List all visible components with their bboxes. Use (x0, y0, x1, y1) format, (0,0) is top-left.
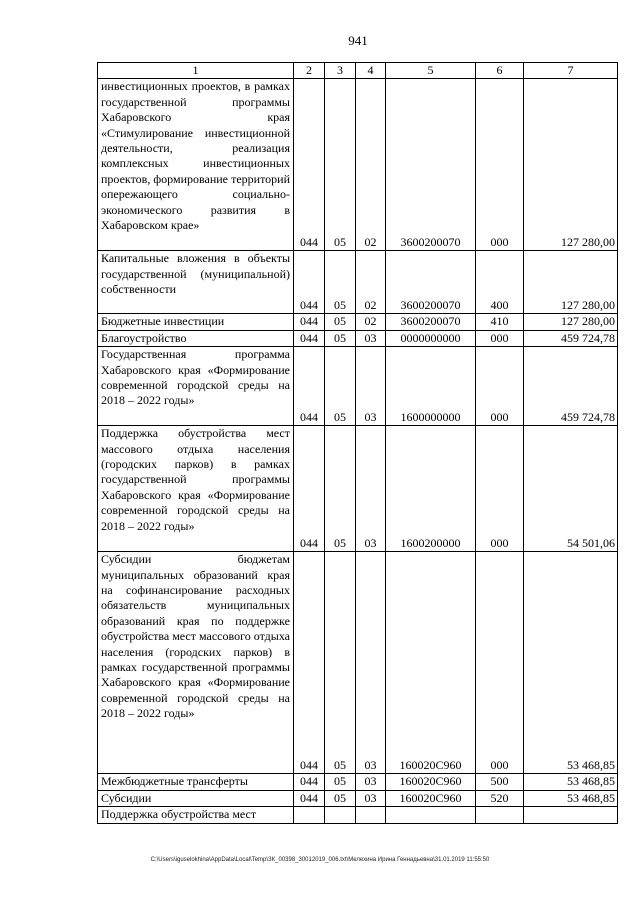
amount-cell: 53 468,85 (524, 790, 618, 806)
target-article-cell: 0000000000 (386, 330, 476, 346)
expense-type-cell: 000 (476, 79, 524, 251)
subsection-code-cell: 02 (356, 251, 386, 314)
target-article-cell (386, 807, 476, 824)
expense-type-cell: 000 (476, 552, 524, 774)
section-code-cell: 05 (325, 790, 356, 806)
subsection-code-cell: 03 (356, 426, 386, 552)
section-code-cell (325, 807, 356, 824)
target-article-cell: 1600000000 (386, 347, 476, 426)
subsection-code-cell: 03 (356, 330, 386, 346)
header-cell-7: 7 (524, 63, 618, 79)
subsection-code-cell: 02 (356, 314, 386, 330)
amount-cell: 127 280,00 (524, 251, 618, 314)
amount-cell: 127 280,00 (524, 314, 618, 330)
ministry-code-cell: 044 (294, 79, 325, 251)
expense-type-cell: 400 (476, 251, 524, 314)
amount-cell: 459 724,78 (524, 330, 618, 346)
section-code-cell: 05 (325, 330, 356, 346)
table-row (98, 79, 618, 251)
amount-cell: 127 280,00 (524, 79, 618, 251)
ministry-code-cell: 044 (294, 347, 325, 426)
name-cell: Бюджетные инвестиции (98, 314, 294, 330)
ministry-code-cell (294, 807, 325, 824)
target-article-cell: 3600200070 (386, 251, 476, 314)
page-number: 941 (348, 33, 368, 48)
file-path-footer: C:\Users\iguselokhina\AppData\Local\Temp\ЗК_00398_30012019_006.txt\Мелехина Ирина Геннадьевна\31.01.2019 11:55:50 (150, 857, 490, 863)
name-cell: Поддержка обустройства мест массового отдыха населения (городских парков) в рамках государственной программы Хабаровского края «Формирование современной городской среды на 2018 – 2022 годы» (98, 426, 294, 552)
ministry-code-cell: 044 (294, 314, 325, 330)
table-row (98, 807, 618, 824)
ministry-code-cell: 044 (294, 251, 325, 314)
amount-cell: 54 501,06 (524, 426, 618, 552)
section-code-cell: 05 (325, 251, 356, 314)
expense-type-cell: 000 (476, 347, 524, 426)
name-cell: Межбюджетные трансферты (98, 774, 294, 790)
subsection-code-cell: 03 (356, 347, 386, 426)
name-cell: Государственная программа Хабаровского края «Формирование современной городской среды на 2018 – 2022 годы» (98, 347, 294, 426)
table-row (98, 314, 618, 330)
name-cell: Капитальные вложения в объекты государственной (муниципальной) собственности (98, 251, 294, 314)
subsection-code-cell: 03 (356, 552, 386, 774)
expense-type-cell: 000 (476, 426, 524, 552)
expense-type-cell: 500 (476, 774, 524, 790)
target-article-cell: 160020С960 (386, 790, 476, 806)
expense-type-cell: 000 (476, 330, 524, 346)
name-cell: Поддержка обустройства мест (98, 807, 294, 824)
budget-table (97, 62, 618, 824)
amount-cell: 53 468,85 (524, 774, 618, 790)
expense-type-cell (476, 807, 524, 824)
amount-cell: 53 468,85 (524, 552, 618, 774)
table-row (98, 330, 618, 346)
expense-type-cell: 520 (476, 790, 524, 806)
table-row (98, 251, 618, 314)
name-cell: инвестиционных проектов, в рамках государственной программы Хабаровского края «Стимулирование инвестиционной деятельности, реализация комплексных инвестиционных проектов, формирование территорий опережающего социально-экономического развития в Хабаровском крае» (98, 79, 294, 251)
ministry-code-cell: 044 (294, 552, 325, 774)
subsection-code-cell: 02 (356, 79, 386, 251)
target-article-cell: 160020С960 (386, 552, 476, 774)
amount-cell (524, 807, 618, 824)
subsection-code-cell (356, 807, 386, 824)
header-cell-4: 4 (356, 63, 386, 79)
section-code-cell: 05 (325, 426, 356, 552)
subsection-code-cell: 03 (356, 790, 386, 806)
section-code-cell: 05 (325, 79, 356, 251)
ministry-code-cell: 044 (294, 774, 325, 790)
target-article-cell: 1600200000 (386, 426, 476, 552)
subsection-code-cell: 03 (356, 774, 386, 790)
section-code-cell: 05 (325, 347, 356, 426)
header-cell-3: 3 (325, 63, 356, 79)
name-cell: Субсидии бюджетам муниципальных образований края на софинансирование расходных обязательств муниципальных образований края по поддержке обустройства мест массового отдыха населения (городских парков) в рамках государственной программы Хабаровского края «Формирование современной городской среды на 2018 – 2022 годы» (98, 552, 294, 774)
section-code-cell: 05 (325, 552, 356, 774)
table-row (98, 426, 618, 552)
ministry-code-cell: 044 (294, 790, 325, 806)
table-row (98, 347, 618, 426)
amount-cell: 459 724,78 (524, 347, 618, 426)
table-header-row (98, 63, 618, 79)
target-article-cell: 160020С960 (386, 774, 476, 790)
header-cell-2: 2 (294, 63, 325, 79)
section-code-cell: 05 (325, 314, 356, 330)
table-row (98, 552, 618, 774)
expense-type-cell: 410 (476, 314, 524, 330)
header-cell-1: 1 (98, 63, 294, 79)
target-article-cell: 3600200070 (386, 314, 476, 330)
table-row (98, 790, 618, 806)
name-cell: Субсидии (98, 790, 294, 806)
header-cell-6: 6 (476, 63, 524, 79)
section-code-cell: 05 (325, 774, 356, 790)
target-article-cell: 3600200070 (386, 79, 476, 251)
name-cell: Благоустройство (98, 330, 294, 346)
table-row (98, 774, 618, 790)
ministry-code-cell: 044 (294, 426, 325, 552)
ministry-code-cell: 044 (294, 330, 325, 346)
header-cell-5: 5 (386, 63, 476, 79)
